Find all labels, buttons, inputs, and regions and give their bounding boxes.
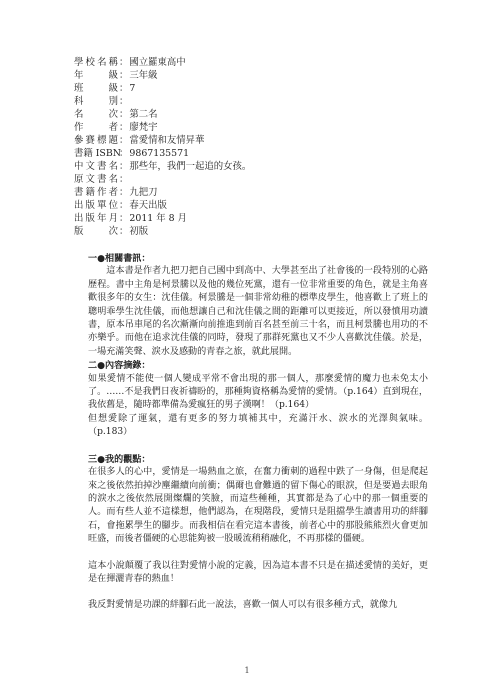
meta-row-class: 班 級 ： 7 [74, 83, 136, 94]
page-number: 1 [244, 666, 250, 675]
meta-row-isbn: 書籍 ISBN ： 9867135571 [74, 148, 190, 159]
meta-value: 第二名 [129, 109, 158, 120]
meta-row-department: 科 別 ： [74, 96, 129, 107]
meta-value: 春天出版 [129, 200, 167, 211]
meta-label: 作 者 [74, 122, 118, 133]
excerpt-paragraph-1: 如果愛情不能使一個人變成平常不會出現的那一個人，那麼愛情的魔力也未免太小了。……不是我們日夜祈禱盼的，那種夠資格稱為愛情的愛情。（p.164）直到現在，我依舊是，隨時都準備為愛瘋狂的男子漢啊！（p.164） [88, 373, 428, 411]
meta-label: 科 別 [74, 96, 118, 107]
meta-row-pub-date: 出版年月 ： 2011 年 8 月 [74, 213, 187, 224]
meta-label: 年 級 [74, 70, 118, 81]
opinion-paragraph-2: 這本小說顛覆了我以往對愛情小說的定義，因為這本書不只是在描述愛情的美好，更是在揮灑青春的熱血！ [88, 560, 428, 584]
meta-value: 三年級 [129, 70, 158, 81]
meta-label: 學校名稱 [74, 57, 118, 68]
meta-row-grade: 年 級 ： 三年級 [74, 70, 158, 81]
meta-value: 2011 年 8 月 [129, 213, 187, 224]
meta-value: 初版 [129, 226, 149, 237]
meta-label: 書籍作者 [74, 187, 118, 198]
meta-label: 出版單位 [74, 200, 118, 211]
meta-row-publisher: 出版單位 ： 春天出版 [74, 200, 167, 211]
meta-label: 出版年月 [74, 213, 118, 224]
meta-row-school: 學校名稱 ： 國立羅東高中 [74, 57, 186, 68]
meta-value: 國立羅東高中 [129, 57, 186, 68]
meta-row-rank: 名 次 ： 第二名 [74, 109, 158, 120]
meta-label: 原文書名 [74, 174, 118, 185]
meta-row-book-author: 書籍作者 ： 九把刀 [74, 187, 158, 198]
section-title-excerpt: 二●內容摘錄： [88, 360, 151, 372]
meta-label: 版 次 [74, 226, 118, 237]
meta-value: 9867135571 [129, 148, 190, 159]
meta-label: 中文書名 [74, 161, 118, 172]
meta-row-entry-title: 參賽標題 ： 當愛情和友情昇華 [74, 135, 205, 146]
meta-value: 廖梵宇 [129, 122, 158, 133]
book-info-paragraph: 這本書是作者九把刀把自己國中到高中、大學甚至出了社會後的一段特別的心路歷程。書中主角是柯景騰以及他的幾位死黨，還有一位非常重要的角色，就是主角喜歡很多年的女生：沈佳儀。柯景騰是一個非常幼稚的標準皮學生，他喜歡上了班上的聰明乖學生沈佳儀，而他想讓自己和沈佳儀之間的距離可以更接近，所以發憤用功讀書，原本吊車尾的名次漸漸向前推進到前百名甚至前三十名，而且柯景騰也用功的不亦樂乎。而他在追求沈佳儀的同時，發現了那群死黨也又不少人喜歡沈佳儀。於是，一場充滿笑聲、淚水及感動的青春之旅，就此展開。 [88, 266, 428, 357]
opinion-paragraph-1: 在很多人的心中，愛情是一場熱血之旅，在奮力衝刺的過程中跌了一身傷，但是爬起來之後依然拍掉沙塵繼續向前衝；偶爾也會難過的留下傷心的眼淚，但是要過去眼角的淚水之後依然展開燦爛的笑臉，而這些種種，其實都是為了心中的那一個重要的人。而有些人並不這樣想，他們認為，在現階段，愛情只是阻擋學生讀書用功的絆腳石，會拖累學生的腳步。而我相信在看完這本書後，前者心中的那股熊熊烈火會更加旺盛，而後者僵硬的心思能夠被一股暖流稍稍融化，不再那樣的僵硬。 [88, 467, 428, 545]
meta-row-author: 作 者 ： 廖梵宇 [74, 122, 158, 133]
meta-value: 7 [129, 83, 136, 94]
meta-label: 書籍 ISBN [74, 148, 121, 159]
meta-label: 參賽標題 [74, 135, 118, 146]
meta-value: 當愛情和友情昇華 [129, 135, 205, 146]
body-content [88, 252, 428, 613]
meta-value: 那些年，我們一起追的女孩。 [129, 161, 252, 172]
meta-row-original-title: 原文書名 ： [74, 174, 129, 185]
metadata-block [74, 56, 251, 238]
meta-row-edition: 版 次 ： 初版 [74, 226, 149, 237]
excerpt-paragraph-2: 但想愛除了運氣，還有更多的努力填補其中，充滿汗水、淚水的光澤與氣味。（p.183） [88, 413, 428, 438]
opinion-paragraph-3: 我反對愛情是功課的絆腳石此一說法，喜歡一個人可以有很多種方式，就像九 [88, 600, 398, 611]
meta-label: 名 次 [74, 109, 118, 120]
section-title-opinion: 三●我的觀點： [88, 453, 151, 465]
meta-value: 九把刀 [129, 187, 158, 198]
section-title-book-info: 一●相關書訊： [88, 253, 151, 264]
meta-row-chinese-title: 中文書名 ： 那些年，我們一起追的女孩。 [74, 161, 252, 172]
meta-label: 班 級 [74, 83, 118, 94]
